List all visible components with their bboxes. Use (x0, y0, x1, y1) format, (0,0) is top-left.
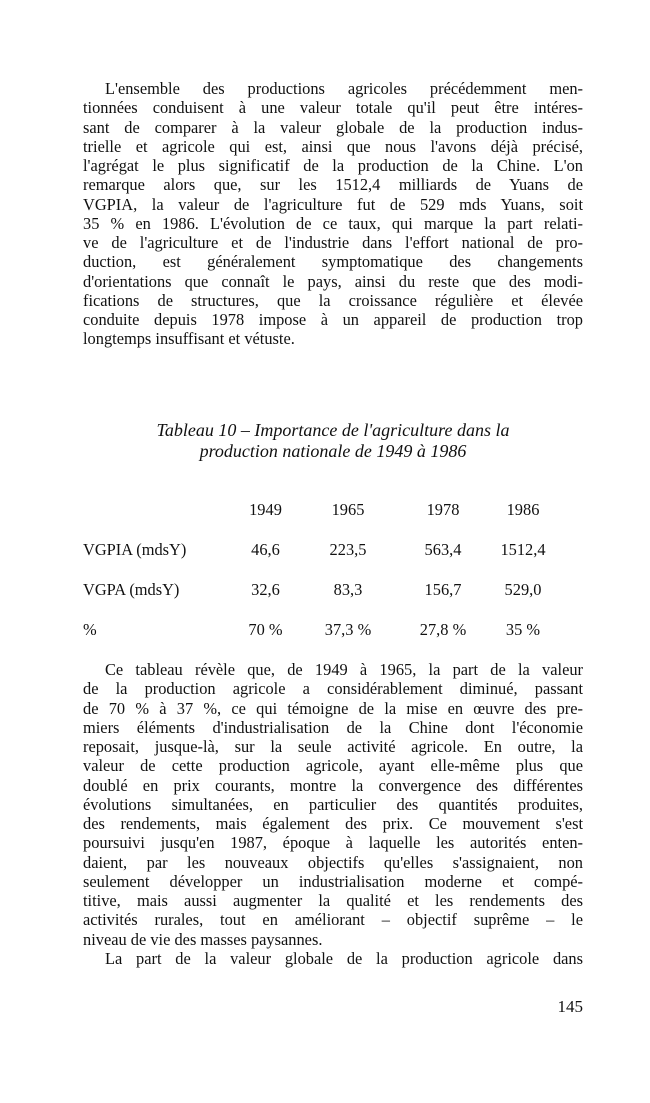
table-row (83, 530, 563, 570)
text-line: remarque alors que, sur les 1512,4 milliards de Yuans de (83, 175, 583, 195)
table-row (83, 570, 563, 610)
header-cell: 1986 (506, 500, 540, 519)
row-label: % (83, 620, 97, 639)
text-line: niveau de vie des masses paysannes. (83, 929, 323, 949)
table-cell: 35 % (505, 620, 541, 639)
text-line: titive, mais aussi augmenter la qualité et les rendements des (83, 891, 583, 910)
text-line: sant de comparer à la valeur globale de la production indus- (83, 117, 583, 137)
header-cell: 1978 (426, 500, 460, 519)
caption-line: production nationale de 1949 à 1986 (199, 441, 467, 461)
text-line: 35 % en 1986. L'évolution de ce taux, qui marque la part relati- (83, 213, 583, 233)
text-line: doublé en prix courants, montre la convergence des différentes (83, 775, 583, 795)
row-label: VGPA (mdsY) (83, 580, 180, 599)
text-line: trielle et agricole qui est, ainsi que nous l'avons déjà précisé, (83, 136, 583, 156)
table-cell: 46,6 (251, 540, 280, 559)
text-line: poursuivi jusqu'en 1987, époque à laquelle les autorités enten- (83, 833, 583, 853)
header-cell: 1965 (331, 500, 365, 519)
table-cell: 156,7 (424, 580, 462, 599)
text-line: de la production agricole a considérablement diminué, passant (83, 679, 583, 699)
page-number: 145 (557, 997, 583, 1016)
data-table (83, 490, 563, 650)
text-line: La part de la valeur globale de la production agricole dans (105, 948, 583, 968)
table-cell: 37,3 % (324, 620, 372, 639)
row-label: VGPIA (mdsY) (83, 540, 187, 559)
caption-line: Tableau 10 – Importance de l'agriculture dans la (156, 420, 510, 440)
table-header-row (83, 490, 563, 530)
text-line: reposait, jusque-là, sur la seule activité agricole. En outre, la (83, 737, 583, 756)
text-line: valeur de cette production agricole, ayant elle-même plus que (83, 756, 583, 776)
text-line: L'ensemble des productions agricoles précédemment men- (105, 79, 583, 98)
table-row (83, 610, 563, 650)
text-line: tionnées conduisent à une valeur totale qu'il peut être intéres- (83, 98, 583, 118)
header-cell (83, 490, 238, 530)
table-cell: 27,8 % (419, 620, 467, 639)
text-line: daient, par les nouveaux objectifs qu'elles s'assignaient, non (83, 852, 583, 872)
table-caption (83, 420, 583, 462)
text-line: VGPIA, la valeur de l'agriculture fut de 529 mds Yuans, soit (83, 194, 583, 214)
table-cell: 529,0 (504, 580, 542, 599)
text-line: d'orientations que connaît le pays, ainsi du reste que des modi- (83, 271, 583, 291)
text-line: longtemps insuffisant et vétuste. (83, 329, 295, 349)
text-line: ve de l'agriculture et de l'industrie dans l'effort national de pro- (83, 233, 583, 252)
text-line: évolutions simultanées, en particulier des quantités produites, (83, 794, 583, 814)
table-cell: 83,3 (333, 580, 363, 599)
text-line: Ce tableau révèle que, de 1949 à 1965, la part de la valeur (105, 660, 583, 679)
paragraph-2 (83, 660, 583, 968)
table-cell: 563,4 (424, 540, 462, 559)
text-line: activités rurales, tout en améliorant – objectif suprême – le (83, 910, 583, 930)
text-line: de 70 % à 37 %, ce qui témoigne de la mise en œuvre des pre- (83, 698, 583, 718)
text-line: l'agrégat le plus significatif de la production de la Chine. L'on (83, 156, 583, 175)
table-cell: 1512,4 (500, 540, 546, 559)
paragraph-1 (83, 79, 583, 349)
text-line: des rendements, mais également des prix. Ce mouvement s'est (83, 814, 583, 833)
table-cell: 70 % (248, 620, 283, 639)
text-line: conduite depuis 1978 impose à un appareil de production trop (83, 310, 583, 329)
table-cell: 32,6 (251, 580, 280, 599)
header-cell: 1949 (249, 500, 282, 519)
text-line: miers éléments d'industrialisation de la Chine dont l'économie (83, 717, 583, 737)
table-cell: 223,5 (329, 540, 367, 559)
text-line: duction, est généralement symptomatique des changements (83, 252, 583, 272)
text-line: fications de structures, que la croissance régulière et élevée (83, 290, 583, 310)
text-line: seulement développer un industrialisation moderne et compé- (83, 871, 583, 891)
